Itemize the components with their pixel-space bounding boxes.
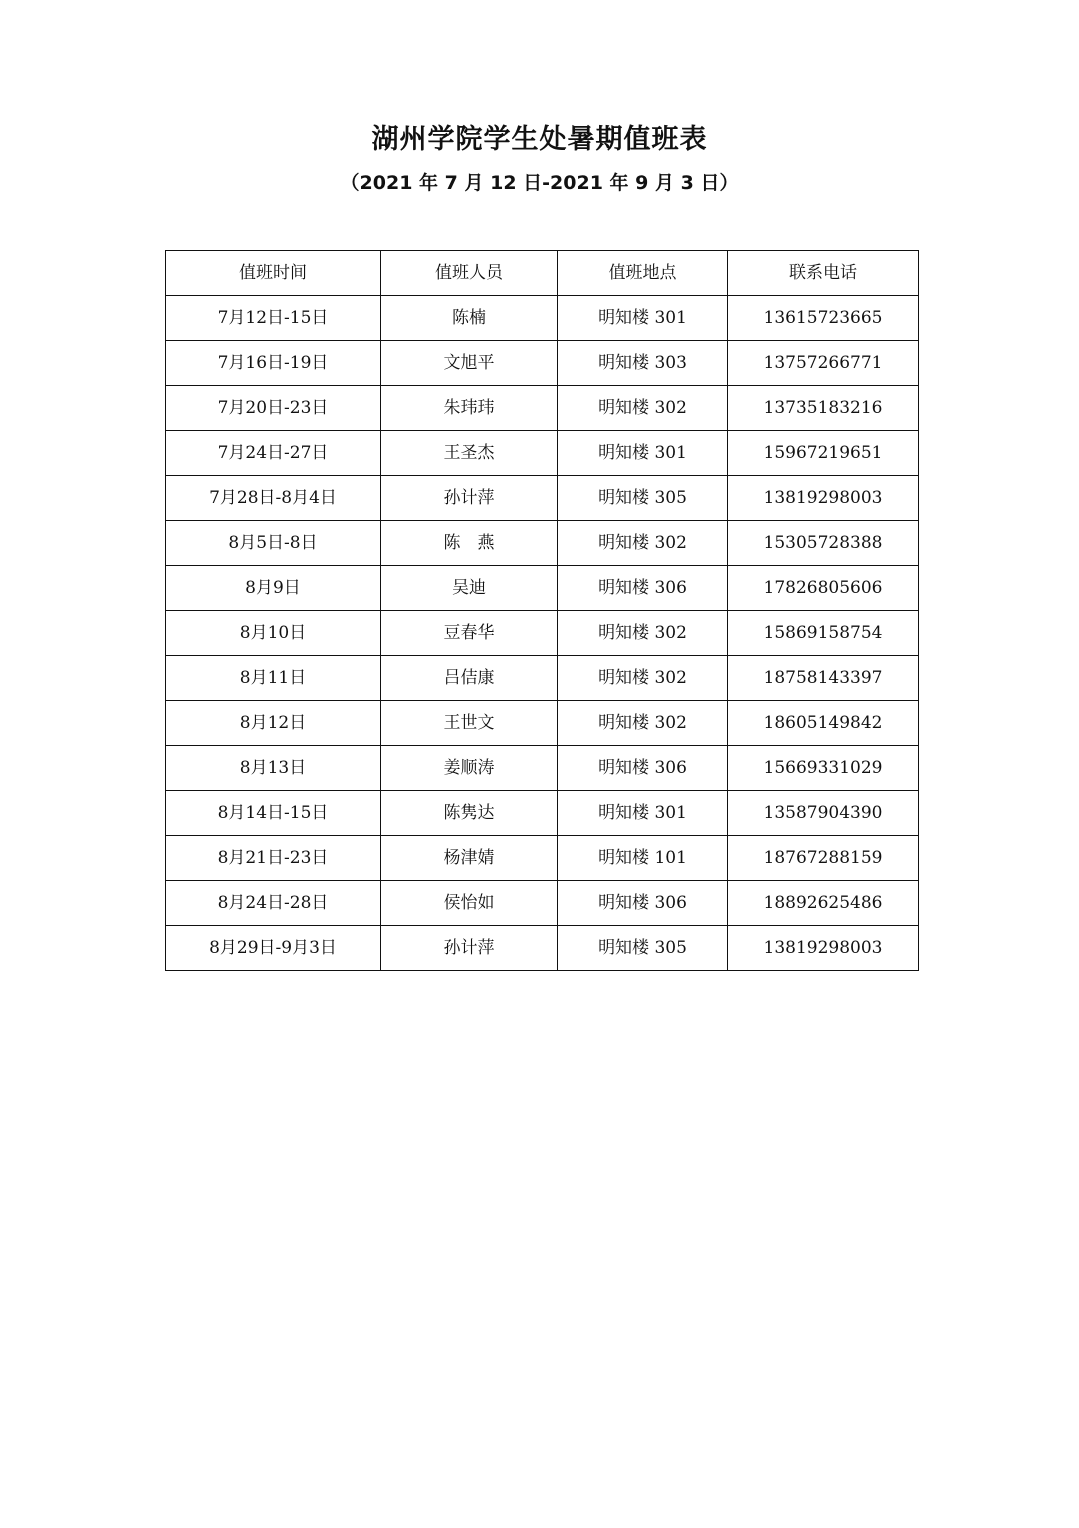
cell-duty-person: 吴迪 xyxy=(381,566,558,611)
cell-duty-location: 明知楼 301 xyxy=(558,296,728,341)
cell-duty-time: 7月20日-23日 xyxy=(166,386,381,431)
table-row xyxy=(166,746,919,791)
cell-contact-phone: 15669331029 xyxy=(728,746,919,791)
table-row xyxy=(166,476,919,521)
cell-duty-location: 明知楼 302 xyxy=(558,656,728,701)
table-row xyxy=(166,926,919,971)
cell-contact-phone: 15869158754 xyxy=(728,611,919,656)
cell-duty-location: 明知楼 301 xyxy=(558,791,728,836)
cell-duty-location: 明知楼 302 xyxy=(558,611,728,656)
cell-duty-location: 明知楼 306 xyxy=(558,746,728,791)
cell-duty-time: 7月16日-19日 xyxy=(166,341,381,386)
table-row xyxy=(166,431,919,476)
cell-duty-time: 8月13日 xyxy=(166,746,381,791)
cell-duty-person: 陈楠 xyxy=(381,296,558,341)
cell-duty-location: 明知楼 302 xyxy=(558,521,728,566)
table-header-row xyxy=(166,251,919,296)
cell-duty-person: 文旭平 xyxy=(381,341,558,386)
cell-duty-person: 王世文 xyxy=(381,701,558,746)
page-title: 湖州学院学生处暑期值班表 xyxy=(371,124,708,155)
cell-duty-location: 明知楼 302 xyxy=(558,701,728,746)
cell-duty-time: 8月5日-8日 xyxy=(166,521,381,566)
cell-duty-time: 8月12日 xyxy=(166,701,381,746)
header-duty-time: 值班时间 xyxy=(166,251,381,296)
cell-duty-location: 明知楼 305 xyxy=(558,476,728,521)
cell-duty-location: 明知楼 101 xyxy=(558,836,728,881)
cell-contact-phone: 13819298003 xyxy=(728,926,919,971)
cell-contact-phone: 13819298003 xyxy=(728,476,919,521)
cell-duty-time: 8月24日-28日 xyxy=(166,881,381,926)
cell-duty-location: 明知楼 302 xyxy=(558,386,728,431)
header-duty-person: 值班人员 xyxy=(381,251,558,296)
table-row xyxy=(166,566,919,611)
cell-contact-phone: 13587904390 xyxy=(728,791,919,836)
table-row xyxy=(166,521,919,566)
cell-duty-person: 杨津婧 xyxy=(381,836,558,881)
cell-duty-location: 明知楼 306 xyxy=(558,881,728,926)
header-duty-location: 值班地点 xyxy=(558,251,728,296)
cell-duty-person: 孙计萍 xyxy=(381,926,558,971)
table-row xyxy=(166,296,919,341)
cell-contact-phone: 13615723665 xyxy=(728,296,919,341)
cell-duty-person: 豆春华 xyxy=(381,611,558,656)
table-row xyxy=(166,341,919,386)
cell-duty-person: 吕佶康 xyxy=(381,656,558,701)
table-row xyxy=(166,386,919,431)
cell-duty-person: 姜顺涛 xyxy=(381,746,558,791)
table-row xyxy=(166,611,919,656)
cell-duty-location: 明知楼 303 xyxy=(558,341,728,386)
cell-duty-location: 明知楼 301 xyxy=(558,431,728,476)
cell-duty-location: 明知楼 305 xyxy=(558,926,728,971)
cell-duty-person: 王圣杰 xyxy=(381,431,558,476)
cell-duty-person: 侯怡如 xyxy=(381,881,558,926)
header-contact-phone: 联系电话 xyxy=(728,251,919,296)
cell-duty-time: 8月29日-9月3日 xyxy=(166,926,381,971)
cell-duty-time: 8月10日 xyxy=(166,611,381,656)
date-range-subtitle: （2021 年 7 月 12 日-2021 年 9 月 3 日） xyxy=(340,172,739,194)
duty-schedule-table xyxy=(165,250,919,971)
cell-contact-phone: 18767288159 xyxy=(728,836,919,881)
cell-contact-phone: 17826805606 xyxy=(728,566,919,611)
cell-duty-location: 明知楼 306 xyxy=(558,566,728,611)
table-row xyxy=(166,656,919,701)
cell-duty-time: 8月11日 xyxy=(166,656,381,701)
table-row xyxy=(166,881,919,926)
table-row xyxy=(166,836,919,881)
cell-duty-person: 陈 燕 xyxy=(381,521,558,566)
cell-duty-person: 陈隽达 xyxy=(381,791,558,836)
cell-contact-phone: 18758143397 xyxy=(728,656,919,701)
cell-duty-time: 7月24日-27日 xyxy=(166,431,381,476)
cell-contact-phone: 13757266771 xyxy=(728,341,919,386)
cell-duty-time: 7月28日-8月4日 xyxy=(166,476,381,521)
table-row xyxy=(166,701,919,746)
cell-duty-time: 8月21日-23日 xyxy=(166,836,381,881)
cell-duty-time: 8月14日-15日 xyxy=(166,791,381,836)
cell-duty-time: 7月12日-15日 xyxy=(166,296,381,341)
cell-contact-phone: 18605149842 xyxy=(728,701,919,746)
cell-contact-phone: 15967219651 xyxy=(728,431,919,476)
cell-duty-person: 孙计萍 xyxy=(381,476,558,521)
cell-duty-person: 朱玮玮 xyxy=(381,386,558,431)
table-row xyxy=(166,791,919,836)
cell-contact-phone: 18892625486 xyxy=(728,881,919,926)
cell-duty-time: 8月9日 xyxy=(166,566,381,611)
cell-contact-phone: 13735183216 xyxy=(728,386,919,431)
cell-contact-phone: 15305728388 xyxy=(728,521,919,566)
